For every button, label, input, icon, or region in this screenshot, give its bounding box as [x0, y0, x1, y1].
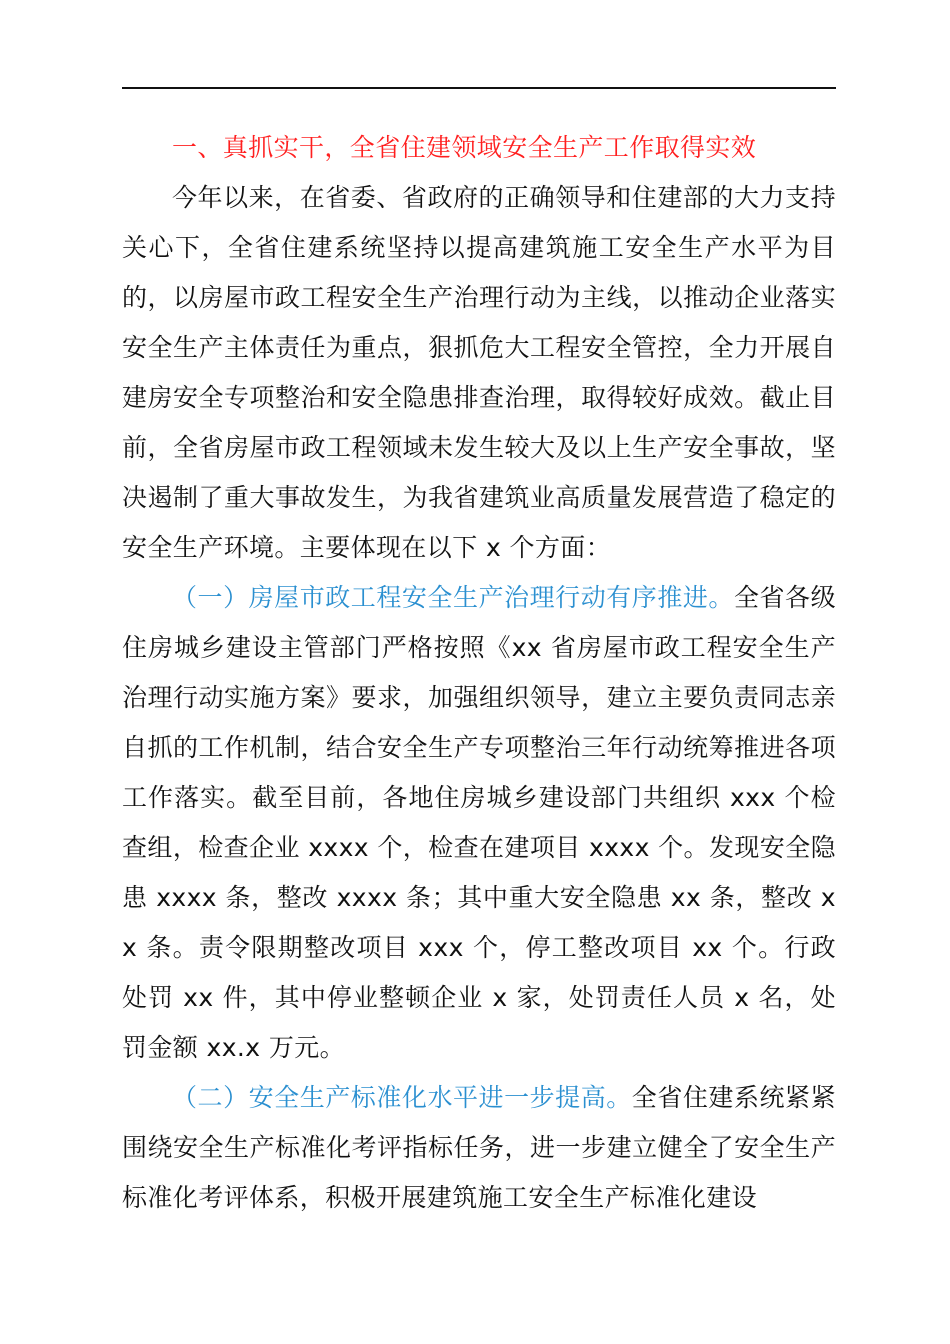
document-body — [122, 123, 836, 1223]
item-title-1: （一）房屋市政工程安全生产治理行动有序推进。 — [172, 583, 734, 612]
item-title-2: （二）安全生产标准化水平进一步提高。 — [172, 1083, 632, 1112]
intro-paragraph: 今年以来，在省委、省政府的正确领导和住建部的大力支持关心下，全省住建系统坚持以提高建筑施工安全生产水平为目的，以房屋市政工程安全生产治理行动为主线，以推动企业落实安全生产主体责任为重点，狠抓危大工程安全管控，全力开展自建房安全专项整治和安全隐患排查治理，取得较好成效。截止目前，全省房屋市政工程领域未发生较大及以上生产安全事故，坚决遏制了重大事故发生，为我省建筑业高质量发展营造了稳定的安全生产环境。主要体现在以下 x 个方面： — [122, 183, 836, 562]
item-body-1: 全省各级住房城乡建设主管部门严格按照《xx 省房屋市政工程安全生产治理行动实施方案》要求，加强组织领导，建立主要负责同志亲自抓的工作机制，结合安全生产专项整治三年行动统筹推进各项工作落实。截至目前，各地住房城乡建设部门共组织 xxx 个检查组，检查企业 xxxx 个，检查在建项目 xxxx 个。发现安全隐患 xxxx 条，整改 xxxx 条；其中重大安全隐患 xx 条，整改 xx 条。责令限期整改项目 xxx 个，停工整改项目 xx 个。行政处罚 xx 件，其中停业整顿企业 x 家，处罚责任人员 x 名，处罚金额 xx.x 万元。 — [122, 583, 836, 1062]
header-rule — [122, 87, 836, 89]
item-body-2: 全省住建系统紧紧围绕安全生产标准化考评指标任务，进一步建立健全了安全生产标准化考评体系，积极开展建筑施工安全生产标准化建设 — [122, 1083, 837, 1212]
item-paragraph-2 — [122, 1073, 836, 1223]
section-heading: 一、真抓实干，全省住建领域安全生产工作取得实效 — [172, 133, 757, 162]
item-paragraph-1 — [122, 573, 836, 1073]
